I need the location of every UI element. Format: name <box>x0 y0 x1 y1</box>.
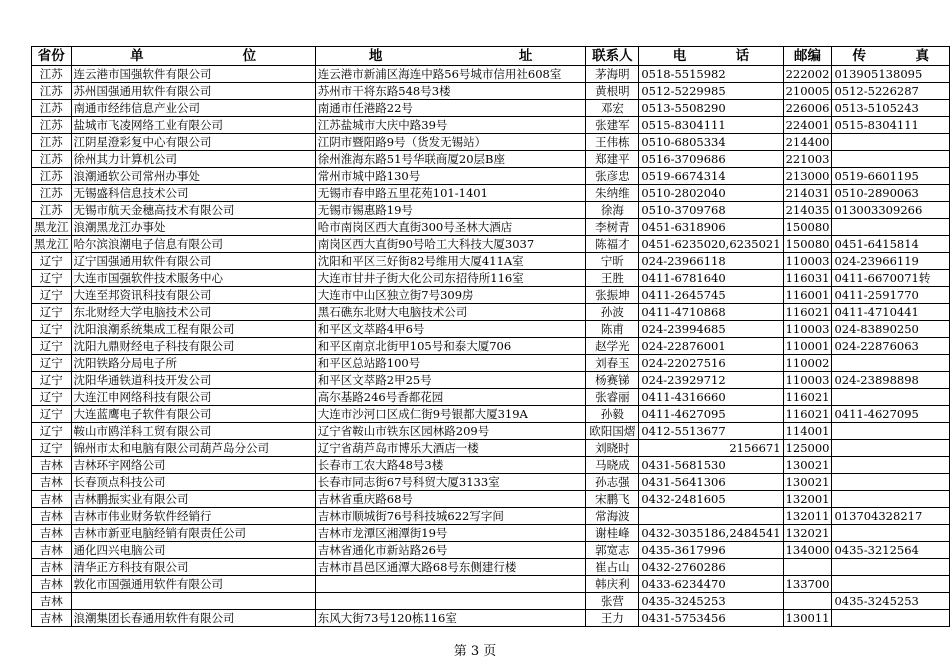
fax-cell: 0411-2591770 <box>832 287 950 304</box>
phone-cell: 0432-2481605 <box>639 491 783 508</box>
address-cell: 吉林省重庆路68号 <box>315 491 586 508</box>
phone-cell: 0411-6781640 <box>639 270 783 287</box>
table-row <box>32 185 950 202</box>
postcode-cell: 132021 <box>783 525 832 542</box>
address-cell: 大连市沙河口区成仁街9号银都大厦319A <box>315 406 586 423</box>
province-cell: 江苏 <box>32 151 72 168</box>
province-cell: 辽宁 <box>32 372 72 389</box>
fax-cell: 0411-6670071转 <box>832 270 950 287</box>
address-cell: 常州市城中路130号 <box>315 168 586 185</box>
fax-cell <box>832 423 950 440</box>
fax-cell: 024-23898898 <box>832 372 950 389</box>
fax-cell: 0411-4627095 <box>832 406 950 423</box>
fax-cell: 0519-6601195 <box>832 168 950 185</box>
phone-cell: 0411-4316660 <box>639 389 783 406</box>
phone-cell: 024-23994685 <box>639 321 783 338</box>
province-cell: 辽宁 <box>32 287 72 304</box>
address-cell: 黑石礁东北财大电脑技术公司 <box>315 304 586 321</box>
phone-cell: 0433-6234470 <box>639 576 783 593</box>
address-cell: 南岗区西大直街90号哈工大科技大厦3037 <box>315 236 586 253</box>
table-row <box>32 270 950 287</box>
table-row <box>32 134 950 151</box>
phone-cell: 024-23929712 <box>639 372 783 389</box>
contact-cell: 孙毅 <box>586 406 639 423</box>
postcode-cell: 110003 <box>783 321 832 338</box>
province-cell: 吉林 <box>32 576 72 593</box>
contact-cell: 常海波 <box>586 508 639 525</box>
fax-cell <box>832 355 950 372</box>
province-cell: 吉林 <box>32 593 72 610</box>
page-number: 第 3 页 <box>453 644 497 659</box>
contact-cell: 张振坤 <box>586 287 639 304</box>
contact-cell: 李树青 <box>586 219 639 236</box>
postcode-cell: 132001 <box>783 491 832 508</box>
postcode-cell: 116021 <box>783 389 832 406</box>
address-cell: 江苏盐城市大庆中路39号 <box>315 117 586 134</box>
phone-cell: 0451-6235020,6235021 <box>639 236 783 253</box>
contact-cell: 张建军 <box>586 117 639 134</box>
province-cell: 吉林 <box>32 542 72 559</box>
fax-cell <box>832 559 950 576</box>
province-cell: 江苏 <box>32 202 72 219</box>
table-row <box>32 559 950 576</box>
province-cell: 黑龙江 <box>32 236 72 253</box>
fax-cell: 013704328217 <box>832 508 950 525</box>
contact-cell: 孙志强 <box>586 474 639 491</box>
contact-table <box>31 46 950 627</box>
province-cell: 辽宁 <box>32 440 72 457</box>
province-cell: 辽宁 <box>32 270 72 287</box>
postcode-cell: 116031 <box>783 270 832 287</box>
phone-cell: 0510-3709768 <box>639 202 783 219</box>
province-cell: 吉林 <box>32 474 72 491</box>
unit-cell: 南通市经纬信息产业公司 <box>71 100 315 117</box>
address-cell: 长春市同志街67号科贸大厦3133室 <box>315 474 586 491</box>
postcode-cell: 134000 <box>783 542 832 559</box>
unit-cell: 沈阳华通铁道科技开发公司 <box>71 372 315 389</box>
phone-cell: 024-23966118 <box>639 253 783 270</box>
phone-cell: 0519-6674314 <box>639 168 783 185</box>
address-cell: 沈阳和平区三好街82号维用大厦411A室 <box>315 253 586 270</box>
province-cell: 江苏 <box>32 168 72 185</box>
header-province: 省份 <box>32 47 72 66</box>
contact-cell: 茅海明 <box>586 66 639 83</box>
contact-cell: 张营 <box>586 593 639 610</box>
unit-cell: 吉林环宇网络公司 <box>71 457 315 474</box>
fax-cell: 0411-4710441 <box>832 304 950 321</box>
address-cell: 江阴市暨阳路9号（货发无锡站） <box>315 134 586 151</box>
postcode-cell <box>783 559 832 576</box>
postcode-cell: 116021 <box>783 304 832 321</box>
table-row <box>32 474 950 491</box>
address-cell: 徐州淮海东路51号华联商厦20层B座 <box>315 151 586 168</box>
unit-cell: 沈阳九鼎财经电子科技有限公司 <box>71 338 315 355</box>
postcode-cell: 130021 <box>783 457 832 474</box>
fax-cell <box>832 389 950 406</box>
fax-cell: 024-23966119 <box>832 253 950 270</box>
table-row <box>32 355 950 372</box>
table-row <box>32 542 950 559</box>
phone-cell: 0512-5229985 <box>639 83 783 100</box>
address-cell: 和平区总站路100号 <box>315 355 586 372</box>
phone-cell: 0431-5681530 <box>639 457 783 474</box>
fax-cell: 0513-5105243 <box>832 100 950 117</box>
phone-cell: 0510-2802040 <box>639 185 783 202</box>
table-row <box>32 151 950 168</box>
unit-cell: 锦州市太和电脑有限公司葫芦岛分公司 <box>71 440 315 457</box>
table-row <box>32 576 950 593</box>
postcode-cell: 214031 <box>783 185 832 202</box>
contact-cell: 崔占山 <box>586 559 639 576</box>
contact-cell: 王伟栋 <box>586 134 639 151</box>
unit-cell: 大连市国强软件技术服务中心 <box>71 270 315 287</box>
table-row <box>32 219 950 236</box>
unit-cell <box>71 593 315 610</box>
postcode-cell <box>783 593 832 610</box>
postcode-cell: 222002 <box>783 66 832 83</box>
fax-cell <box>832 134 950 151</box>
table-row <box>32 202 950 219</box>
unit-cell: 长春顶点科技公司 <box>71 474 315 491</box>
table-row <box>32 593 950 610</box>
phone-cell: 0431-5753456 <box>639 610 783 627</box>
unit-cell: 鞍山市鸥洋科工贸有限公司 <box>71 423 315 440</box>
unit-cell: 东北财经大学电脑技术公司 <box>71 304 315 321</box>
fax-cell: 024-83890250 <box>832 321 950 338</box>
unit-cell: 敦化市国强通用软件有限公司 <box>71 576 315 593</box>
unit-cell: 大连江申网络科技有限公司 <box>71 389 315 406</box>
contact-cell: 谢桂峰 <box>586 525 639 542</box>
unit-cell: 浪潮黑龙江办事处 <box>71 219 315 236</box>
unit-cell: 连云港市国强软件有限公司 <box>71 66 315 83</box>
province-cell: 吉林 <box>32 525 72 542</box>
province-cell: 辽宁 <box>32 406 72 423</box>
fax-cell: 0451-6415814 <box>832 236 950 253</box>
fax-cell <box>832 219 950 236</box>
table-row <box>32 66 950 83</box>
province-cell: 江苏 <box>32 185 72 202</box>
fax-cell: 0435-3212564 <box>832 542 950 559</box>
phone-cell: 0432-3035186,2484541 <box>639 525 783 542</box>
address-cell: 连云港市新浦区海连中路56号城市信用社608室 <box>315 66 586 83</box>
contact-cell: 张睿丽 <box>586 389 639 406</box>
postcode-cell: 214035 <box>783 202 832 219</box>
header-phone: 电 话 <box>639 47 783 66</box>
contact-cell: 韩庆利 <box>586 576 639 593</box>
table-row <box>32 491 950 508</box>
contact-cell: 刘春玉 <box>586 355 639 372</box>
province-cell: 辽宁 <box>32 321 72 338</box>
unit-cell: 吉林市新亚电脑经销有限责任公司 <box>71 525 315 542</box>
address-cell: 长春市工农大路48号3楼 <box>315 457 586 474</box>
table-row <box>32 236 950 253</box>
contact-cell: 郑建平 <box>586 151 639 168</box>
unit-cell: 徐州其力计算机公司 <box>71 151 315 168</box>
table-row <box>32 100 950 117</box>
contact-cell: 邓宏 <box>586 100 639 117</box>
postcode-cell: 133700 <box>783 576 832 593</box>
address-cell: 吉林市龙潭区湘潭街19号 <box>315 525 586 542</box>
table-row <box>32 406 950 423</box>
province-cell: 江苏 <box>32 117 72 134</box>
phone-cell: 0515-8304111 <box>639 117 783 134</box>
fax-cell: 013003309266 <box>832 202 950 219</box>
unit-cell: 浪潮通软公司常州办事处 <box>71 168 315 185</box>
phone-cell: 0411-4710868 <box>639 304 783 321</box>
contact-cell: 孙波 <box>586 304 639 321</box>
contact-cell: 欧阳国熠 <box>586 423 639 440</box>
address-cell: 哈市南岗区西大直街300号圣林大酒店 <box>315 219 586 236</box>
address-cell: 和平区文萃路4甲6号 <box>315 321 586 338</box>
postcode-cell: 110003 <box>783 253 832 270</box>
unit-cell: 通化四兴电脑公司 <box>71 542 315 559</box>
address-cell: 苏州市干将东路548号3楼 <box>315 83 586 100</box>
contact-cell: 黄根明 <box>586 83 639 100</box>
header-contact: 联系人 <box>586 47 639 66</box>
contact-cell: 杨赛锑 <box>586 372 639 389</box>
table-row <box>32 83 950 100</box>
unit-cell: 沈阳浪潮系统集成工程有限公司 <box>71 321 315 338</box>
fax-cell <box>832 610 950 627</box>
unit-cell: 浪潮集团长春通用软件有限公司 <box>71 610 315 627</box>
fax-cell <box>832 151 950 168</box>
phone-cell: 0435-3617996 <box>639 542 783 559</box>
province-cell: 江苏 <box>32 100 72 117</box>
unit-cell: 大连至邦资讯科技有限公司 <box>71 287 315 304</box>
fax-cell <box>832 474 950 491</box>
table-row <box>32 304 950 321</box>
postcode-cell: 130021 <box>783 474 832 491</box>
postcode-cell: 224001 <box>783 117 832 134</box>
address-cell: 吉林市顺城街76号科技城622写字间 <box>315 508 586 525</box>
unit-cell: 盐城市飞凌网络工业有限公司 <box>71 117 315 134</box>
unit-cell: 苏州国强通用软件有限公司 <box>71 83 315 100</box>
postcode-cell: 125000 <box>783 440 832 457</box>
address-cell: 无锡市春申路五里花苑101-1401 <box>315 185 586 202</box>
unit-cell: 沈阳铁路分局电子所 <box>71 355 315 372</box>
fax-cell <box>832 457 950 474</box>
phone-cell: 0411-2645745 <box>639 287 783 304</box>
province-cell: 吉林 <box>32 508 72 525</box>
table-row <box>32 321 950 338</box>
fax-cell <box>832 491 950 508</box>
unit-cell: 江阴星澄彩复中心有限公司 <box>71 134 315 151</box>
phone-cell: 024-22876001 <box>639 338 783 355</box>
unit-cell: 哈尔滨浪潮电子信息有限公司 <box>71 236 315 253</box>
table-row <box>32 610 950 627</box>
postcode-cell: 214400 <box>783 134 832 151</box>
contact-cell: 徐海 <box>586 202 639 219</box>
address-cell: 和平区文萃路2甲25号 <box>315 372 586 389</box>
postcode-cell: 114001 <box>783 423 832 440</box>
unit-cell: 吉林鹏振实业有限公司 <box>71 491 315 508</box>
unit-cell: 无锡市航天金穗高技术有限公司 <box>71 202 315 219</box>
address-cell <box>315 593 586 610</box>
fax-cell: 0515-8304111 <box>832 117 950 134</box>
postcode-cell: 210005 <box>783 83 832 100</box>
fax-cell: 013905138095 <box>832 66 950 83</box>
phone-cell: 024-22027516 <box>639 355 783 372</box>
contact-cell: 王胜 <box>586 270 639 287</box>
province-cell: 辽宁 <box>32 423 72 440</box>
table-row <box>32 372 950 389</box>
fax-cell: 0435-3245253 <box>832 593 950 610</box>
province-cell: 辽宁 <box>32 355 72 372</box>
table-row <box>32 457 950 474</box>
province-cell: 辽宁 <box>32 304 72 321</box>
address-cell <box>315 576 586 593</box>
address-cell: 南通市任港路22号 <box>315 100 586 117</box>
postcode-cell: 130011 <box>783 610 832 627</box>
table-row <box>32 423 950 440</box>
postcode-cell: 150080 <box>783 236 832 253</box>
header-fax: 传 真 <box>832 47 950 66</box>
address-cell: 大连市甘井子街大化公司东招待所116室 <box>315 270 586 287</box>
contact-cell: 王力 <box>586 610 639 627</box>
contact-cell: 陈福才 <box>586 236 639 253</box>
province-cell: 江苏 <box>32 83 72 100</box>
phone-cell: 0412-5513677 <box>639 423 783 440</box>
table-row <box>32 525 950 542</box>
postcode-cell: 132011 <box>783 508 832 525</box>
unit-cell: 吉林市伟业财务软件经销行 <box>71 508 315 525</box>
province-cell: 江苏 <box>32 134 72 151</box>
contact-cell: 张彦忠 <box>586 168 639 185</box>
phone-cell: 0411-4627095 <box>639 406 783 423</box>
phone-cell: 0432-2760286 <box>639 559 783 576</box>
phone-cell: 2156671 <box>639 440 783 457</box>
postcode-cell: 110001 <box>783 338 832 355</box>
fax-cell <box>832 440 950 457</box>
phone-cell: 0431-5641306 <box>639 474 783 491</box>
unit-cell: 清华正方科技有限公司 <box>71 559 315 576</box>
table-row <box>32 168 950 185</box>
address-cell: 东风大街73号120栋116室 <box>315 610 586 627</box>
fax-cell: 0510-2890063 <box>832 185 950 202</box>
unit-cell: 辽宁国强通用软件有限公司 <box>71 253 315 270</box>
unit-cell: 无锡盛科信息技术公司 <box>71 185 315 202</box>
phone-cell: 0435-3245253 <box>639 593 783 610</box>
contact-cell: 朱纳维 <box>586 185 639 202</box>
postcode-cell: 110003 <box>783 372 832 389</box>
phone-cell: 0451-6318906 <box>639 219 783 236</box>
table-row <box>32 508 950 525</box>
contact-cell: 宋鹏飞 <box>586 491 639 508</box>
contact-cell: 马晓成 <box>586 457 639 474</box>
contact-cell: 郭宽志 <box>586 542 639 559</box>
table-row <box>32 338 950 355</box>
province-cell: 辽宁 <box>32 389 72 406</box>
postcode-cell: 150080 <box>783 219 832 236</box>
header-postcode: 邮编 <box>783 47 832 66</box>
postcode-cell: 213000 <box>783 168 832 185</box>
address-cell: 大连市中山区独立街7号309房 <box>315 287 586 304</box>
fax-cell <box>832 525 950 542</box>
address-cell: 无锡市锡惠路19号 <box>315 202 586 219</box>
postcode-cell: 116001 <box>783 287 832 304</box>
province-cell: 辽宁 <box>32 338 72 355</box>
address-cell: 高尔基路246号香都花园 <box>315 389 586 406</box>
province-cell: 黑龙江 <box>32 219 72 236</box>
address-cell: 辽宁省鞍山市铁东区园林路209号 <box>315 423 586 440</box>
table-row <box>32 253 950 270</box>
phone-cell: 0510-6805334 <box>639 134 783 151</box>
fax-cell: 024-22876063 <box>832 338 950 355</box>
contact-cell: 赵学光 <box>586 338 639 355</box>
phone-cell: 0513-5508290 <box>639 100 783 117</box>
fax-cell: 0512-5226287 <box>832 83 950 100</box>
postcode-cell: 226006 <box>783 100 832 117</box>
unit-cell: 大连蓝鹰电子软件有限公司 <box>71 406 315 423</box>
header-row <box>32 47 950 66</box>
postcode-cell: 221003 <box>783 151 832 168</box>
phone-cell <box>639 508 783 525</box>
header-unit: 单 位 <box>71 47 315 66</box>
address-cell: 吉林省通化市新站路26号 <box>315 542 586 559</box>
contact-cell: 陈甫 <box>586 321 639 338</box>
province-cell: 吉林 <box>32 491 72 508</box>
phone-cell: 0516-3709686 <box>639 151 783 168</box>
province-cell: 江苏 <box>32 66 72 83</box>
postcode-cell: 116021 <box>783 406 832 423</box>
header-address: 地 址 <box>315 47 586 66</box>
postcode-cell: 110002 <box>783 355 832 372</box>
contact-cell: 宁昕 <box>586 253 639 270</box>
address-cell: 辽宁省葫芦岛市博乐大酒店一楼 <box>315 440 586 457</box>
table-row <box>32 440 950 457</box>
address-cell: 和平区南京北街甲105号和泰大厦706 <box>315 338 586 355</box>
fax-cell <box>832 576 950 593</box>
address-cell: 吉林市昌邑区通潭大路68号东侧建行楼 <box>315 559 586 576</box>
province-cell: 吉林 <box>32 559 72 576</box>
table-row <box>32 117 950 134</box>
table-row <box>32 389 950 406</box>
contact-cell: 刘晓时 <box>586 440 639 457</box>
province-cell: 吉林 <box>32 610 72 627</box>
province-cell: 辽宁 <box>32 253 72 270</box>
phone-cell: 0518-5515982 <box>639 66 783 83</box>
table-row <box>32 287 950 304</box>
province-cell: 吉林 <box>32 457 72 474</box>
